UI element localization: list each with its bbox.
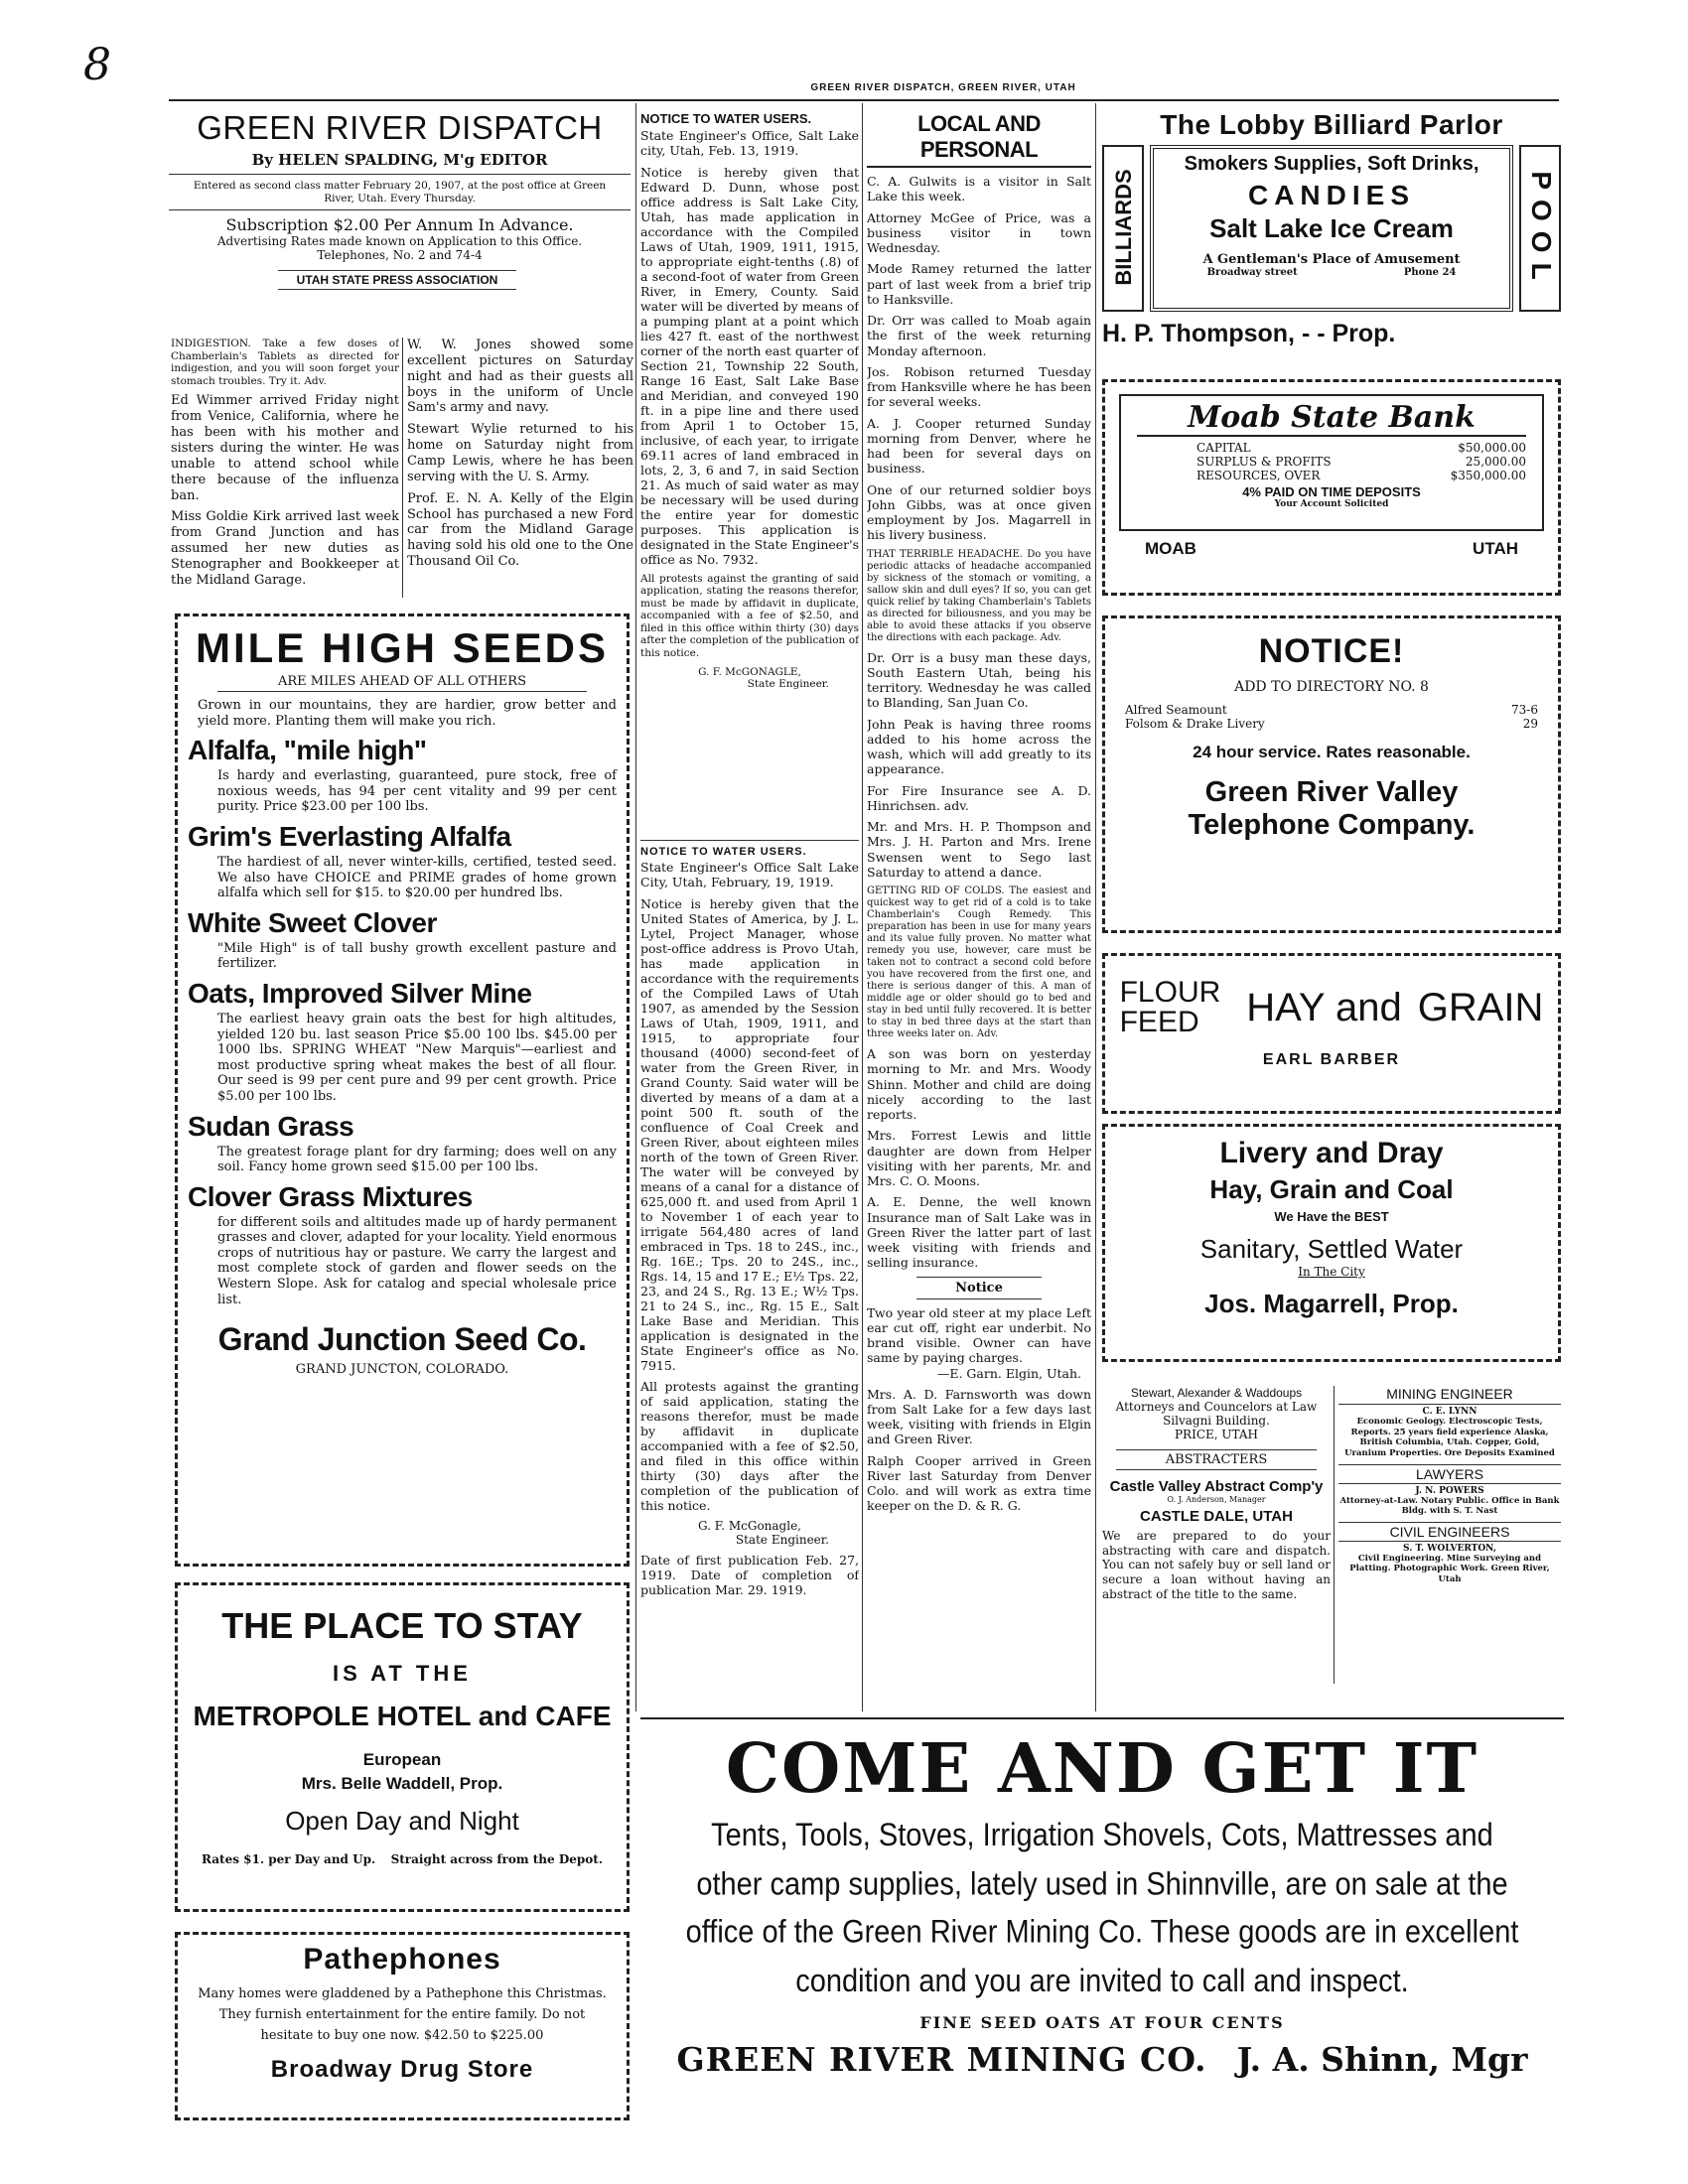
water-notice-body: Notice is hereby given that the United States of America, by J. L. Lytel, Project Manager, whose post-office address is Provo Utah, has made application in accordance with the requirements of the Compiled Laws of Utah 1907, as amended by the Session Laws of Utah, 1909, 1911, and 1915, to appropriate four thousand (4000) second-feet of water from the Green River, in Grand County. Said water will be diverted by means of a dam at a point 500 ft. south of the confluence of Coal Creek and Green River, about eighteen miles north of the town of Green River. The water will be conveyed by means of a canal for a distance of 625,000 ft. and used from April 1 to November 1 of each year to irrigate 564,480 acres of land embraced in Tps. 18 to 24S., inc., Rg. 16E.; Tps. 20 to 24S., inc., Rgs. 14, 15 and 17 E.; E½ Tps. 22, 23, and 24 S., Rg. 13 E.; W½ Tps. 21 to 24 S., inc., Rg. 15 E., Salt Lake Base and Meridian. This application is designated in the State Engineer's office as No. 7915. — [640, 895, 859, 1373]
local-and-personal — [867, 111, 1091, 1711]
seed-item-name: Alfalfa, "mile high" — [188, 735, 427, 766]
lawyer-text: Attorney-at-Law. Notary Public. Office in Bank Bldg. with S. T. Nast — [1339, 1495, 1560, 1517]
hotel-open: Open Day and Night — [285, 1806, 519, 1836]
billiard-prop: H. P. Thompson, - - Prop. — [1102, 320, 1396, 347]
colds-ad: GETTING RID OF COLDS. The easiest and quickest way to get rid of a cold is to take Chamberlain's Cough Remedy. This preparation has been in use for many years and its value fully proven. No matter what remedy you use, however, care must be taken not to contract a second cold before you have recovered from the first one, and there is serious danger of this. A man of middle age or older should go to bed and stay in bed until fully recovered. It is better to stay in bed three days at the start than three weeks later on. Adv. — [867, 886, 1091, 1039]
press-association-seal: UTAH STATE PRESS ASSOCIATION — [278, 270, 516, 290]
billiard-line4: A Gentleman's Place of Amusement — [1202, 252, 1461, 267]
bank-inner-box — [1119, 394, 1544, 531]
seeds-title: MILE HIGH SEEDS — [195, 624, 610, 671]
local-personal-title: LOCAL AND PERSONAL — [867, 111, 1091, 168]
phone-company-1: Green River Valley — [1204, 776, 1459, 808]
directory-name: Alfred Seamount — [1125, 703, 1227, 717]
lawyers-head: LAWYERS — [1338, 1464, 1561, 1484]
water-notice-dates: Date of first publication Feb. 27, 1919. Date of completion of publication Mar. 29. 1919. — [640, 1552, 859, 1597]
mining-oats: FINE SEED OATS AT FOUR CENTS — [919, 2013, 1285, 2032]
column-rule — [1334, 1386, 1335, 1684]
directory-number: 29 — [1522, 717, 1538, 731]
local-item: John Peak is having three rooms added to his home across the wash, which will add greatly to its appearance. — [867, 716, 1091, 777]
seed-item-name: Clover Grass Mixtures — [188, 1180, 473, 1212]
bank-row-label: RESOURCES, OVER — [1196, 469, 1321, 482]
billiard-street: Broadway street — [1206, 267, 1298, 278]
masthead-advertising: Advertising Rates made known on Application to this Office. — [216, 234, 583, 249]
directory-row — [1125, 717, 1538, 731]
livery-prop: Jos. Magarrell, Prop. — [1204, 1289, 1459, 1318]
bank-row — [1196, 469, 1526, 482]
grain-label: GRAIN — [1417, 985, 1544, 1029]
bank-row-label: SURPLUS & PROFITS — [1196, 455, 1332, 469]
local-news-left — [171, 338, 399, 606]
notice-body: Two year old steer at my place Left ear cut off, right ear underbit. No brand visible. Owner can have same by paying charges. — [867, 1304, 1091, 1366]
local-news-right — [407, 338, 633, 606]
seed-item-desc: The greatest forage plant for dry farming; does well on any soil. Fancy home grown seed $15.00 per 100 lbs. — [217, 1144, 617, 1175]
billiard-title: The Lobby Billiard Parlor — [1160, 109, 1503, 140]
seeds-company: Grand Junction Seed Co. — [217, 1321, 587, 1358]
bank-row-value: 25,000.00 — [1465, 455, 1526, 469]
livery-line2: Hay, Grain and Coal — [1209, 1174, 1454, 1204]
livery-line5: In The City — [1298, 1265, 1365, 1279]
telephone-notice-ad — [1102, 615, 1561, 933]
abs-manager: O. J. Anderson, Manager — [1167, 1495, 1266, 1504]
livery-line3: We Have the BEST — [1274, 1209, 1389, 1224]
abs-head: ABSTRACTERS — [1116, 1449, 1317, 1470]
flour-label: FLOUR — [1119, 976, 1221, 1009]
column-rule — [1095, 103, 1096, 1711]
seed-item-desc: "Mile High" is of tall bushy growth excellent pasture and fertilizer. — [217, 940, 617, 972]
pathephones-title: Pathephones — [303, 1943, 501, 1976]
local-item: Mrs. A. D. Farnsworth was down from Salt Lake for a few days last week, visiting with friends in Elgin and Green River. — [867, 1386, 1091, 1447]
masthead-subscription: Subscription $2.00 Per Annum In Advance. — [225, 215, 574, 235]
seed-item-desc: The hardiest of all, never winter-kills, certified, tested seed. We also have CHOICE and PRIME grades of home grown alfalfa which sell for $15. to $20.00 per hundred lbs. — [217, 854, 617, 901]
flour-owner: EARL BARBER — [1262, 1051, 1401, 1068]
bank-row-label: CAPITAL — [1196, 441, 1251, 455]
seed-item-name: White Sweet Clover — [188, 906, 437, 938]
top-rule — [169, 99, 1559, 101]
hotel-line3: METROPOLE HOTEL and CAFE — [193, 1701, 612, 1731]
headache-ad: THAT TERRIBLE HEADACHE. Do you have periodic attacks of headache accompanied by sickness of the stomach or vomiting, a sallow skin and dull eyes? If so, you can get quick relief by taking Chamberlain's Tablets as directed for biliousness, and you may be able to avoid these attacks if you observe the directions with each package. Adv. — [867, 548, 1091, 643]
seed-item-desc: The earliest heavy grain oats the best for high altitudes, yielded 120 bu. last season Price $5.00 100 lbs. $45.00 per 1000 lbs. SPRING WHEAT "New Marquis"—earliest and most productive spring wheat makes the best of all flour. Our seed is 99 per cent pure and 99 per cent growth. Price $5.00 per 100 lbs. — [217, 1011, 617, 1104]
billiards-side-panel — [1102, 145, 1144, 312]
bank-row — [1196, 455, 1526, 469]
bank-row — [1196, 441, 1526, 455]
metropole-hotel-ad — [175, 1582, 630, 1912]
water-notice-title: NOTICE TO WATER USERS. — [640, 111, 812, 126]
water-notice-office: State Engineer's Office Salt Lake City, Utah, February, 19, 1919. — [640, 860, 859, 890]
billiards-side-text: BILLIARDS — [1111, 169, 1136, 286]
seed-item-desc: for different soils and altitudes made up of hardy permanent grasses and clover, adapted for your locality. Yield enormous crops of nutritious hay or pasture. We carry the largest and most complete stock of garden and flower seeds on the Western Slope. Ask for catalog and special wholesale price list. — [217, 1214, 617, 1307]
water-notice-signature: G. F. McGonagle, — [697, 1518, 801, 1533]
masthead-title: GREEN RIVER DISPATCH — [197, 109, 603, 146]
page-number: 8 — [83, 40, 111, 89]
water-notice-signer-title: State Engineer. — [735, 1532, 829, 1547]
directory-name: Folsom & Drake Livery — [1125, 717, 1265, 731]
bank-interest: 4% PAID ON TIME DEPOSITS — [1242, 484, 1421, 499]
flour-feed-block — [1120, 978, 1221, 1037]
local-item: Mrs. Forrest Lewis and little daughter are down from Helper visiting with her parents, Mr. and Mrs. C. O. Moons. — [867, 1128, 1091, 1188]
phone-notice-sub: ADD TO DIRECTORY NO. 8 — [1234, 679, 1429, 695]
local-item: Miss Goldie Kirk arrived last week from Grand Junction and has assumed her new duties as Stenographer and Bookkeeper at the Midland Garage. — [171, 509, 399, 588]
civil-engineer-name: S. T. WOLVERTON, — [1403, 1543, 1496, 1554]
hay-label: HAY and — [1246, 985, 1402, 1029]
water-notice-protest: All protests against the granting of said application, stating the reasons therefor, must be made by affidavit in duplicate accompanied with a fee of $2.50, and filed in this office within thirty (30) days after the completion of the publication of this notice. — [640, 1378, 859, 1513]
billiard-line3: Salt Lake Ice Cream — [1209, 213, 1454, 243]
billiard-line2: CANDIES — [1247, 180, 1415, 210]
local-item: Ralph Cooper arrived in Green River last Saturday from Denver Colo. and will work as extra time keeper on the D. & R. G. — [867, 1452, 1091, 1514]
masthead-editor: By HELEN SPALDING, M'g EDITOR — [251, 151, 548, 169]
masthead — [169, 103, 631, 332]
abs-city: CASTLE DALE, UTAH — [1140, 1508, 1293, 1525]
abs-company: Castle Valley Abstract Comp'y — [1109, 1478, 1324, 1495]
bank-row-value: $350,000.00 — [1450, 469, 1526, 482]
billiard-phone: Phone 24 — [1403, 267, 1457, 278]
moab-bank-ad — [1102, 379, 1561, 596]
hotel-location: Straight across from the Depot. — [390, 1852, 603, 1866]
livery-line4: Sanitary, Settled Water — [1199, 1234, 1464, 1264]
masthead-telephones: Telephones, No. 2 and 74-4 — [317, 248, 483, 263]
local-item: One of our returned soldier boys John Gibbs, was at once given employment by Jos. Magarrell in his livery business. — [867, 481, 1091, 543]
hotel-line1: THE PLACE TO STAY — [221, 1605, 583, 1646]
local-item: Dr. Orr was called to Moab again the first of the week returning Monday afternoon. — [867, 313, 1091, 358]
local-item: Attorney McGee of Price, was a business visitor in town Wednesday. — [867, 209, 1091, 255]
local-item: A son was born on yesterday morning to Mr. and Mrs. Woody Shinn. Mother and child are doing nicely according to the last reports. — [867, 1046, 1091, 1122]
local-item: Jos. Robison returned Tuesday from Hanksville where he has been for several weeks. — [867, 363, 1091, 410]
mining-engineer-head: MINING ENGINEER — [1338, 1386, 1561, 1405]
seed-item-name: Oats, Improved Silver Mine — [188, 977, 532, 1009]
seeds-city: GRAND JUNCTON, COLORADO. — [295, 1362, 509, 1378]
mining-engineer-text: Economic Geology. Electroscopic Tests, Reports. 25 years field experience Alaska, British Columbia, Utah. Copper, Gold, Uranium Properties. Ore Deposits Examined — [1344, 1417, 1555, 1458]
local-item: Prof. E. N. A. Kelly of the Elgin School has purchased a new Ford car from the Midland Garage having sold his old one to the One Thousand Oil Co. — [407, 490, 633, 570]
pool-side-panel — [1519, 145, 1561, 312]
seed-item-name: Sudan Grass — [188, 1110, 354, 1142]
phone-service: 24 hour service. Rates reasonable. — [1193, 743, 1471, 761]
local-item: For Fire Insurance see A. D. Hinrichsen. adv. — [867, 782, 1091, 813]
feed-label: FEED — [1119, 1006, 1199, 1038]
local-item: Dr. Orr is a busy man these days, South Eastern Utah, being his territory. Wednesday he was called to Blanding, San Juan Co. — [867, 649, 1091, 711]
earl-barber-ad — [1102, 953, 1561, 1114]
water-notice-2 — [640, 846, 859, 1709]
pool-side-text: POOL — [1526, 171, 1557, 290]
water-notice-protest: All protests against the granting of said application, stating the reasons therefor, must be made by affidavit in duplicate, accompanied with a fee of $2.50, and filed in this office within thirty (30) days after the completion of the publication of this notice. — [640, 572, 859, 660]
pathephones-ad — [175, 1932, 630, 2120]
water-notice-title: NOTICE TO WATER USERS. — [640, 846, 807, 858]
phone-company-2: Telephone Company. — [1188, 809, 1476, 841]
running-head: GREEN RIVER DISPATCH, GREEN RIVER, UTAH — [810, 82, 1076, 93]
mining-manager: J. A. Shinn, Mgr — [1236, 2040, 1528, 2079]
mile-high-seeds-ad — [175, 614, 630, 1567]
directory-row — [1125, 703, 1538, 717]
mining-engineer-name: C. E. LYNN — [1422, 1407, 1477, 1417]
lawyers-abstracters — [1102, 1386, 1331, 1713]
billiard-center-panel — [1150, 145, 1513, 312]
local-item: A. J. Cooper returned Sunday morning from Denver, where he had been for several days on business. — [867, 415, 1091, 477]
bank-city: MOAB — [1145, 539, 1196, 558]
law-city: PRICE, UTAH — [1174, 1428, 1258, 1441]
civil-engineers-head: CIVIL ENGINEERS — [1338, 1522, 1561, 1542]
directory-number: 73-6 — [1511, 703, 1538, 717]
local-item: Mr. and Mrs. H. P. Thompson and Mrs. J. H. Parton and Mrs. Irene Swensen went to Sego last Saturday to attend a dance. — [867, 819, 1091, 880]
local-item: A. E. Denne, the well known Insurance man of Salt Lake was in Green River the latter part of last week visiting with friends and selling insurance. — [867, 1194, 1091, 1271]
local-item: W. W. Jones showed some excellent pictures on Saturday night and had as their guests all boys in the uniform of Uncle Sam's army and navy. — [407, 338, 633, 416]
water-notice-1 — [640, 111, 859, 841]
hotel-rates: Rates $1. per Day and Up. — [202, 1852, 376, 1866]
column-rule — [635, 103, 636, 1711]
local-item: INDIGESTION. Take a few doses of Chamberlain's Tablets as directed for indigestion, and you will soon forget your stomach troubles. Try it. Adv. — [171, 338, 399, 387]
pathephones-store: Broadway Drug Store — [270, 2056, 534, 2084]
phone-notice-title: NOTICE! — [1258, 632, 1405, 670]
lobby-billiard-ad — [1102, 109, 1561, 359]
mining-company: GREEN RIVER MINING CO. — [676, 2040, 1207, 2079]
water-notice-signer-title: State Engineer. — [747, 678, 829, 691]
seeds-subtitle: ARE MILES AHEAD OF ALL OTHERS — [217, 674, 587, 692]
water-notice-office: State Engineer's Office, Salt Lake city, Utah, Feb. 13, 1919. — [640, 128, 859, 159]
column-rule — [402, 338, 403, 598]
billiard-line1: Smokers Supplies, Soft Drinks, — [1184, 153, 1479, 175]
seed-item-name: Grim's Everlasting Alfalfa — [188, 820, 511, 852]
livery-dray-ad — [1102, 1124, 1561, 1362]
local-item: Mode Ramey returned the latter part of last week from a brief trip to Hanksville. — [867, 261, 1091, 307]
civil-engineer-text: Civil Engineering. Mine Surveying and Platting. Photographic Work. Green River, Utah — [1349, 1553, 1550, 1584]
livery-line1: Livery and Dray — [1219, 1137, 1444, 1169]
abs-text: We are prepared to do your abstracting with care and dispatch. You can not safely buy or sell land or secure a loan without having an abstract of the title to the same. — [1102, 1529, 1331, 1601]
professional-cards — [1338, 1386, 1561, 1713]
bank-solicit: Your Account Solicited — [1274, 499, 1389, 509]
hotel-line2: IS AT THE — [333, 1661, 472, 1686]
mining-body: Tents, Tools, Stoves, Irrigation Shovels, Cots, Mattresses and other camp supplies, lately used in Shinnville, are on sale at the office of the Green River Mining Co. These goods are in excellent condition and you are invited to call and inspect. — [685, 1818, 1519, 1999]
pathephones-text: Many homes were gladdened by a Pathephone this Christmas. They furnish entertainment for the entire family. Do not hesitate to buy one now. $42.50 to $225.00 — [198, 1986, 607, 2043]
hotel-prop: Mrs. Belle Waddell, Prop. — [301, 1774, 503, 1793]
masthead-entry: Entered as second class matter February 20, 1907, at the post office at Green River, Utah. Every Thursday. — [193, 180, 607, 205]
notice-heading: Notice — [916, 1277, 1042, 1299]
hotel-plan: European — [362, 1750, 442, 1769]
law-firm: Stewart, Alexander & Waddoups — [1130, 1386, 1303, 1400]
column-rule — [862, 103, 863, 1711]
bank-name: Moab State Bank — [1137, 400, 1526, 437]
bank-state: UTAH — [1473, 539, 1518, 558]
seeds-intro: Grown in our mountains, they are hardier, grow better and yield more. Planting them will make you rich. — [198, 698, 617, 729]
local-item: Ed Wimmer arrived Friday night from Venice, California, where he has been with his mother and sisters during the winter. He was unable to attend school while there because of the influenza ban. — [171, 393, 399, 503]
seed-item-desc: Is hardy and everlasting, guaranteed, pure stock, free of noxious weeds, has 94 per cent vitality and 99 per cent purity. Price $23.00 per 100 lbs. — [217, 768, 617, 815]
local-item: C. A. Gulwits is a visitor in Salt Lake this week. — [867, 174, 1091, 205]
water-notice-body: Notice is hereby given that Edward D. Dunn, whose post office address is Salt Lake City, Utah, has made application in accordance with the Compiled Laws of Utah, 1909, 1911, 1915, to appropriate eight-tenths (.8) of a second-foot of water from Green River, in Emery, County. Said water will be diverted by means of a pumping plant at a point which lies 427 ft. east of the northwest corner of the north east quarter of Section 21, Township 22 South, Range 16 East, Salt Lake Base and Meridian, and conveyed 190 ft. in a pipe line and there used from April 1 to October 15, inclusive, of each year, to irrigate 69.11 acres of land embraced in lots, 2, 3, 6 and 7, in said Section 21. As much of said water as may be necessary will be used during the entire year for domestic purposes. This application is designated in the State Engineer's office as No. 7932. — [640, 164, 859, 567]
notice-signature: —E. Garn. Elgin, Utah. — [936, 1365, 1081, 1381]
law-title: Attorneys and Councelors at Law — [1115, 1400, 1318, 1414]
water-notice-signature: G. F. McGONAGLE, — [698, 665, 801, 678]
lawyer-name: J. N. POWERS — [1415, 1485, 1484, 1496]
bank-row-value: $50,000.00 — [1458, 441, 1526, 455]
divider — [640, 840, 859, 841]
law-bldg: Silvagni Building. — [1163, 1414, 1270, 1428]
mining-head: COME AND GET IT — [725, 1729, 1479, 1809]
mining-co-ad — [640, 1717, 1564, 2134]
local-item: Stewart Wylie returned to his home on Saturday night from Camp Lewis, where he has been serving with the U. S. Army. — [407, 422, 633, 484]
